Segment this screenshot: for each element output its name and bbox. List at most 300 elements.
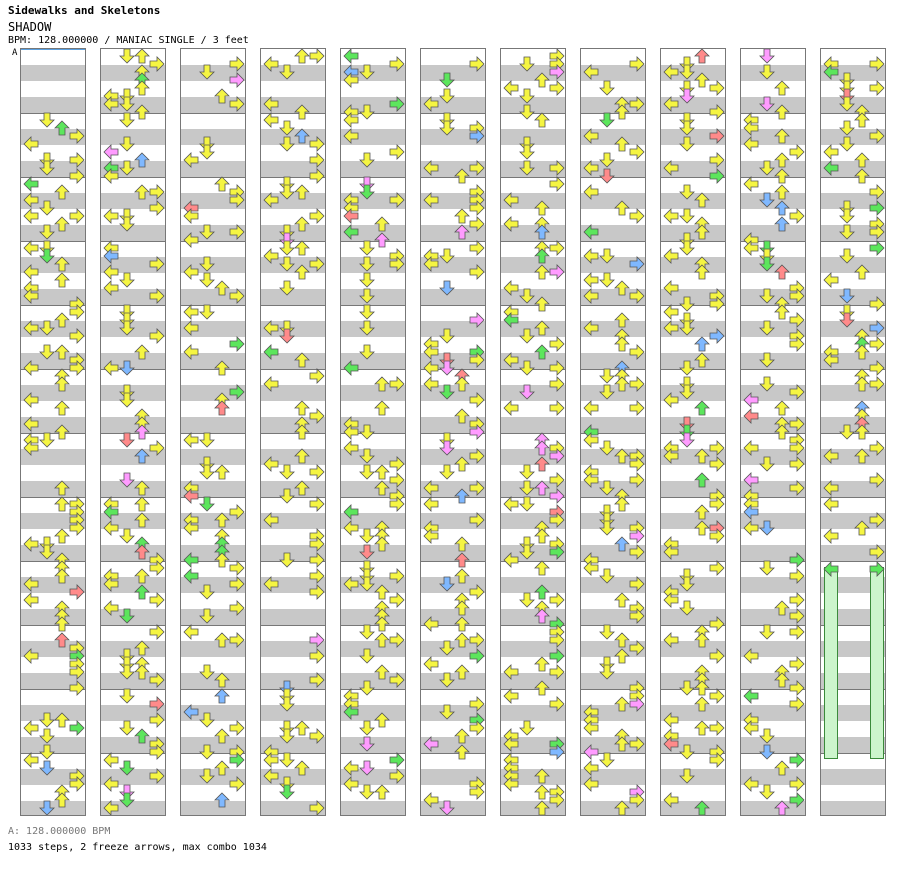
step-arrow-up [454, 456, 470, 472]
step-arrow-left [23, 576, 39, 592]
step-arrow-up [694, 352, 710, 368]
step-arrow-left [503, 688, 519, 704]
step-arrow-up [54, 528, 70, 544]
step-arrow-down [39, 224, 55, 240]
step-arrow-right [549, 360, 565, 376]
step-arrow-right [69, 776, 85, 792]
measure-line [181, 177, 245, 178]
step-arrow-left [183, 264, 199, 280]
step-arrow-down [679, 744, 695, 760]
step-arrow-up [294, 352, 310, 368]
step-arrow-up [134, 480, 150, 496]
step-arrow-up [694, 264, 710, 280]
step-arrow-down [39, 800, 55, 816]
step-arrow-right [789, 312, 805, 328]
step-arrow-down [199, 144, 215, 160]
step-arrow-left [263, 192, 279, 208]
step-arrow-up [774, 152, 790, 168]
step-arrow-left [743, 472, 759, 488]
step-arrow-right [549, 160, 565, 176]
step-arrow-right [229, 288, 245, 304]
step-arrow-up [774, 424, 790, 440]
step-arrow-right [629, 736, 645, 752]
step-arrow-left [423, 656, 439, 672]
step-arrow-down [359, 448, 375, 464]
step-arrow-up [294, 480, 310, 496]
step-arrow-down [759, 784, 775, 800]
step-arrow-down [519, 328, 535, 344]
step-arrow-right [869, 296, 885, 312]
step-arrow-left [743, 240, 759, 256]
step-arrow-left [663, 160, 679, 176]
step-arrow-left [343, 224, 359, 240]
step-arrow-down [599, 520, 615, 536]
step-arrow-right [69, 128, 85, 144]
step-arrow-left [183, 520, 199, 536]
step-arrow-down [359, 184, 375, 200]
step-arrow-up [694, 224, 710, 240]
step-arrow-right [629, 576, 645, 592]
step-arrow-left [663, 792, 679, 808]
measure-line [261, 305, 325, 306]
step-arrow-left [23, 592, 39, 608]
step-arrow-left [583, 64, 599, 80]
step-arrow-left [743, 688, 759, 704]
step-arrow-left [183, 232, 199, 248]
step-arrow-down [439, 280, 455, 296]
step-arrow-down [119, 160, 135, 176]
step-arrow-down [839, 136, 855, 152]
step-arrow-up [614, 312, 630, 328]
step-arrow-down [359, 720, 375, 736]
step-arrow-up [214, 688, 230, 704]
step-arrow-up [134, 104, 150, 120]
step-arrow-right [789, 752, 805, 768]
step-arrow-left [503, 80, 519, 96]
step-arrow-right [469, 584, 485, 600]
step-arrow-left [103, 504, 119, 520]
step-arrow-right [789, 552, 805, 568]
step-arrow-down [519, 104, 535, 120]
step-arrow-up [774, 600, 790, 616]
freeze-arrow-body [870, 567, 884, 759]
step-arrow-left [743, 504, 759, 520]
step-arrow-left [103, 800, 119, 816]
step-arrow-right [549, 592, 565, 608]
step-arrow-up [374, 400, 390, 416]
step-arrow-left [23, 208, 39, 224]
step-arrow-down [519, 56, 535, 72]
step-arrow-up [614, 696, 630, 712]
step-arrow-down [359, 784, 375, 800]
step-arrow-left [263, 768, 279, 784]
step-arrow-up [54, 424, 70, 440]
step-arrow-down [39, 200, 55, 216]
step-arrow-down [679, 600, 695, 616]
step-arrow-up [534, 224, 550, 240]
step-arrow-left [263, 96, 279, 112]
step-arrow-up [374, 616, 390, 632]
step-arrow-left [263, 752, 279, 768]
step-arrow-up [214, 464, 230, 480]
step-arrow-left [743, 176, 759, 192]
step-arrow-left [663, 320, 679, 336]
step-arrow-down [599, 152, 615, 168]
step-arrow-up [694, 472, 710, 488]
step-arrow-left [263, 512, 279, 528]
step-arrow-left [103, 96, 119, 112]
step-arrow-left [503, 496, 519, 512]
step-arrow-right [389, 472, 405, 488]
step-arrow-left [423, 344, 439, 360]
step-arrow-down [119, 216, 135, 232]
step-arrow-up [454, 664, 470, 680]
step-arrow-left [823, 561, 839, 577]
step-arrow-left [423, 96, 439, 112]
step-arrow-right [309, 584, 325, 600]
step-arrow-up [774, 80, 790, 96]
step-arrow-up [454, 224, 470, 240]
step-arrow-left [23, 360, 39, 376]
step-arrow-up [774, 216, 790, 232]
step-arrow-right [629, 696, 645, 712]
step-arrow-left [343, 72, 359, 88]
step-arrow-up [614, 592, 630, 608]
measure-line [581, 241, 645, 242]
step-arrow-down [679, 768, 695, 784]
step-arrow-left [743, 392, 759, 408]
step-arrow-up [454, 568, 470, 584]
measure-line [581, 305, 645, 306]
step-arrow-right [629, 400, 645, 416]
step-arrow-down [279, 728, 295, 744]
step-arrow-right [709, 648, 725, 664]
step-arrow-down [759, 624, 775, 640]
step-arrow-left [743, 408, 759, 424]
chart-column [100, 48, 166, 816]
measure-line [181, 113, 245, 114]
step-arrow-left [343, 424, 359, 440]
step-arrow-right [629, 456, 645, 472]
step-arrow-up [294, 48, 310, 64]
step-arrow-left [583, 776, 599, 792]
step-arrow-left [183, 208, 199, 224]
step-arrow-down [119, 664, 135, 680]
step-arrow-right [389, 256, 405, 272]
step-arrow-left [183, 304, 199, 320]
step-arrow-left [583, 432, 599, 448]
measure-line [421, 689, 485, 690]
step-arrow-left [583, 224, 599, 240]
step-arrow-left [423, 616, 439, 632]
step-arrow-right [549, 664, 565, 680]
step-arrow-right [229, 632, 245, 648]
step-arrow-down [199, 304, 215, 320]
step-arrow-right [549, 448, 565, 464]
step-arrow-right [149, 624, 165, 640]
step-arrow-left [743, 440, 759, 456]
chart-info: BPM: 128.000000 / MANIAC SINGLE / 3 feet [8, 35, 249, 46]
step-arrow-right [549, 696, 565, 712]
step-arrow-up [374, 464, 390, 480]
step-arrow-left [183, 320, 199, 336]
step-arrow-right [869, 80, 885, 96]
step-arrow-right [869, 544, 885, 560]
step-arrow-down [199, 272, 215, 288]
step-arrow-down [439, 704, 455, 720]
step-arrow-right [469, 648, 485, 664]
step-arrow-left [263, 320, 279, 336]
step-arrow-left [503, 352, 519, 368]
step-arrow-right [709, 456, 725, 472]
step-arrow-down [359, 288, 375, 304]
step-arrow-down [119, 360, 135, 376]
step-arrow-left [263, 576, 279, 592]
step-arrow-up [854, 152, 870, 168]
step-arrow-down [759, 456, 775, 472]
step-arrow-up [534, 112, 550, 128]
step-arrow-right [789, 608, 805, 624]
step-arrow-right [869, 376, 885, 392]
step-arrow-up [774, 200, 790, 216]
step-arrow-right [789, 776, 805, 792]
step-arrow-left [503, 664, 519, 680]
step-arrow-down [599, 624, 615, 640]
step-arrow-up [54, 120, 70, 136]
step-arrow-right [469, 352, 485, 368]
step-arrow-down [39, 432, 55, 448]
step-arrow-up [214, 88, 230, 104]
step-arrow-left [343, 48, 359, 64]
step-arrow-left [23, 416, 39, 432]
chart-column [180, 48, 246, 816]
step-arrow-down [279, 784, 295, 800]
step-arrow-down [199, 224, 215, 240]
step-arrow-right [309, 408, 325, 424]
step-arrow-right [149, 56, 165, 72]
step-arrow-up [534, 528, 550, 544]
measure-line [21, 625, 85, 626]
step-arrow-right [309, 136, 325, 152]
step-arrow-up [534, 344, 550, 360]
step-arrow-down [519, 496, 535, 512]
step-arrow-left [663, 448, 679, 464]
step-arrow-left [183, 624, 199, 640]
step-arrow-up [774, 672, 790, 688]
step-arrow-right [389, 768, 405, 784]
step-arrow-right [69, 584, 85, 600]
step-arrow-left [263, 248, 279, 264]
step-arrow-up [614, 536, 630, 552]
step-arrow-right [549, 792, 565, 808]
step-arrow-up [774, 400, 790, 416]
step-arrow-right [869, 200, 885, 216]
step-arrow-right [869, 472, 885, 488]
step-arrow-left [583, 760, 599, 776]
step-arrow-down [599, 272, 615, 288]
step-arrow-right [469, 312, 485, 328]
step-arrow-down [39, 112, 55, 128]
step-arrow-down [679, 240, 695, 256]
step-arrow-down [359, 304, 375, 320]
step-arrow-right [789, 680, 805, 696]
step-arrow-up [134, 584, 150, 600]
step-arrow-up [534, 264, 550, 280]
step-arrow-right [229, 192, 245, 208]
step-arrow-down [599, 440, 615, 456]
step-arrow-down [519, 384, 535, 400]
chart-column [820, 48, 886, 816]
step-arrow-right [69, 208, 85, 224]
chart-column [340, 48, 406, 816]
step-arrow-up [294, 240, 310, 256]
step-arrow-right [69, 304, 85, 320]
step-arrow-down [759, 520, 775, 536]
step-arrow-up [54, 712, 70, 728]
step-arrow-right [869, 224, 885, 240]
step-arrow-right [549, 512, 565, 528]
step-arrow-down [359, 464, 375, 480]
step-arrow-right [789, 696, 805, 712]
step-arrow-right [229, 600, 245, 616]
step-arrow-right [309, 728, 325, 744]
step-arrow-left [103, 280, 119, 296]
step-arrow-up [134, 512, 150, 528]
step-arrow-up [774, 128, 790, 144]
step-arrow-down [439, 672, 455, 688]
measure-line [741, 305, 805, 306]
step-arrow-right [149, 592, 165, 608]
step-arrow-up [294, 400, 310, 416]
step-arrow-down [759, 376, 775, 392]
step-arrow-up [854, 448, 870, 464]
step-arrow-left [583, 400, 599, 416]
step-arrow-left [263, 56, 279, 72]
step-arrow-right [549, 336, 565, 352]
step-arrow-left [23, 288, 39, 304]
step-arrow-down [199, 496, 215, 512]
step-arrow-left [583, 720, 599, 736]
step-arrow-down [759, 352, 775, 368]
step-arrow-down [279, 488, 295, 504]
step-arrow-left [183, 432, 199, 448]
step-arrow-down [39, 744, 55, 760]
step-arrow-left [183, 568, 199, 584]
step-arrow-down [519, 144, 535, 160]
step-arrow-right [789, 384, 805, 400]
step-arrow-left [23, 648, 39, 664]
step-arrow-down [759, 256, 775, 272]
step-arrow-right [69, 360, 85, 376]
step-arrow-down [359, 64, 375, 80]
step-arrow-right [789, 624, 805, 640]
step-arrow-down [279, 64, 295, 80]
step-arrow-down [199, 64, 215, 80]
step-arrow-right [309, 464, 325, 480]
step-arrow-up [134, 152, 150, 168]
step-arrow-up [454, 208, 470, 224]
step-arrow-down [199, 256, 215, 272]
step-arrow-right [69, 680, 85, 696]
step-arrow-right [229, 72, 245, 88]
step-arrow-down [839, 208, 855, 224]
step-arrow-right [309, 208, 325, 224]
step-arrow-down [39, 344, 55, 360]
step-arrow-right [709, 688, 725, 704]
step-arrow-up [54, 616, 70, 632]
step-arrow-left [823, 160, 839, 176]
step-arrow-up [534, 296, 550, 312]
bpm-legend: A: 128.000000 BPM [8, 826, 111, 837]
step-arrow-left [343, 208, 359, 224]
step-arrow-up [694, 696, 710, 712]
step-arrow-up [214, 728, 230, 744]
step-arrow-right [149, 328, 165, 344]
step-arrow-left [103, 776, 119, 792]
step-arrow-right [229, 504, 245, 520]
step-arrow-right [549, 376, 565, 392]
step-arrow-right [69, 720, 85, 736]
step-arrow-up [534, 560, 550, 576]
chart-column [420, 48, 486, 816]
step-arrow-up [454, 408, 470, 424]
step-arrow-right [389, 96, 405, 112]
measure-line [421, 561, 485, 562]
step-arrow-right [709, 328, 725, 344]
step-arrow-down [359, 544, 375, 560]
step-arrow-up [294, 128, 310, 144]
step-arrow-up [294, 264, 310, 280]
step-arrow-down [119, 272, 135, 288]
measure-line [581, 497, 645, 498]
step-arrow-up [134, 664, 150, 680]
step-arrow-right [869, 440, 885, 456]
step-arrow-up [454, 376, 470, 392]
step-arrow-up [134, 184, 150, 200]
chart-column [740, 48, 806, 816]
step-arrow-down [439, 328, 455, 344]
step-arrow-down [39, 728, 55, 744]
step-arrow-left [663, 392, 679, 408]
step-arrow-right [629, 288, 645, 304]
measure-line [21, 561, 85, 562]
step-arrow-right [629, 640, 645, 656]
step-arrow-right [709, 104, 725, 120]
freeze-arrow-body [824, 567, 838, 759]
step-arrow-right [69, 664, 85, 680]
step-arrow-right [709, 152, 725, 168]
step-arrow-left [423, 360, 439, 376]
step-arrow-up [534, 656, 550, 672]
step-arrow-up [614, 280, 630, 296]
step-arrow-down [359, 424, 375, 440]
step-arrow-up [134, 448, 150, 464]
step-arrow-left [503, 736, 519, 752]
measure-line [421, 305, 485, 306]
step-arrow-down [519, 360, 535, 376]
step-arrow-left [503, 776, 519, 792]
step-arrow-up [214, 400, 230, 416]
measure-line [421, 177, 485, 178]
step-arrow-down [839, 288, 855, 304]
step-arrow-left [423, 192, 439, 208]
step-arrow-down [519, 720, 535, 736]
step-arrow-right [149, 672, 165, 688]
bpm-change-line [21, 49, 85, 50]
step-arrow-down [599, 752, 615, 768]
step-arrow-right [709, 440, 725, 456]
step-arrow-up [214, 760, 230, 776]
